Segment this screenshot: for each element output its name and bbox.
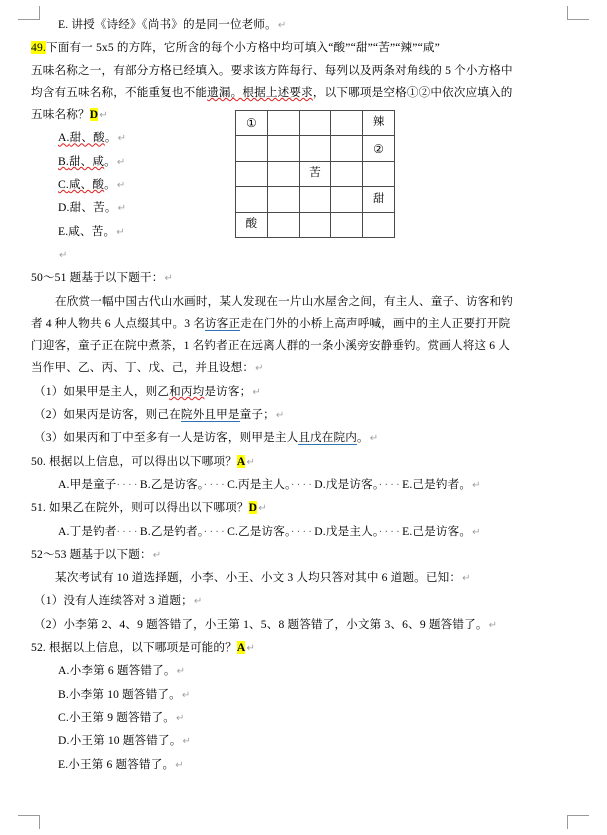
question-52-stem: 52. 根据以上信息，以下哪项是可能的？A↵	[31, 641, 255, 655]
paragraph-mark: ↵	[246, 456, 255, 468]
matrix-cell-r2c1	[236, 136, 268, 161]
matrix-cell-r1c1: ①	[236, 111, 268, 136]
matrix-cell-r3c5	[363, 161, 395, 186]
matrix-cell-r2c5: ②	[363, 136, 395, 161]
paragraph-mark: ↵	[472, 526, 481, 538]
q52-option-b-label: B.	[58, 687, 69, 701]
stem-50-51-line3: 门迎客，童子正在院中煮茶，1 名钓者正在远离人群的一条小溪旁安静垂钓。赏画人将这 6 人	[31, 339, 511, 353]
table-row	[236, 212, 395, 237]
question-50-stem: 50. 根据以上信息，可以得出以下哪项？A↵	[31, 454, 255, 468]
q50-option-e-text: 己是钓者。	[412, 477, 472, 491]
five-by-five-matrix-table	[235, 110, 395, 238]
paragraph-mark: ↵	[258, 503, 267, 515]
paragraph-mark: ↵	[462, 573, 471, 585]
matrix-cell-r1c5: 辣	[363, 111, 395, 136]
matrix-cell-r4c4	[331, 187, 363, 212]
matrix-cell-r1c3	[299, 111, 331, 136]
paragraph-mark: ↵	[116, 180, 126, 192]
q51-option-e-label: E.	[402, 524, 413, 538]
spellcheck-span-yilou: 遗漏。根据上述要求	[207, 85, 313, 99]
matrix-cell-r3c2	[267, 161, 299, 186]
question-50-answer-key: A	[236, 454, 246, 468]
q52-option-e	[31, 754, 579, 777]
q49-option-a: A.甜、酸。↵	[58, 131, 127, 145]
question-51-number: 51.	[31, 501, 46, 515]
paragraph-mark: ↵	[182, 736, 192, 748]
paragraph-mark: ↵	[252, 386, 261, 398]
q52-option-a	[31, 660, 579, 683]
question-49-number: 49.	[31, 41, 46, 55]
paragraph-mark: ↵	[116, 156, 126, 168]
paragraph-mark: ↵	[164, 273, 174, 285]
leader-dots: ····	[290, 526, 315, 538]
leader-dots: ····	[378, 479, 403, 491]
q49-option-a-body: A.甜、酸	[58, 131, 105, 145]
condition-2: （2）如果丙是访客，则己在院外且甲是童子；↵	[34, 408, 285, 422]
q50-option-e-label: E.	[402, 477, 413, 491]
q51-option-c-text: 乙是访客。	[238, 524, 291, 538]
matrix-body	[236, 111, 395, 238]
question-52-answer-key: A	[236, 641, 246, 655]
paragraph-mark: ↵	[99, 110, 108, 122]
matrix-cell-r5c5	[363, 212, 395, 237]
leader-dots: ····	[290, 479, 315, 491]
question-49-answer-key: D	[89, 108, 99, 122]
table-row	[236, 111, 395, 136]
paragraph-mark: ↵	[175, 759, 184, 771]
q52-option-c	[31, 707, 579, 730]
matrix-cell-r2c4	[331, 136, 363, 161]
paragraph-mark: ↵	[277, 20, 287, 31]
stem-50-51-line2: 者 4 种人物共 6 人点缀其中。3 名访客正走在门外的小桥上高声呼喊，画中的主人正要打开院	[31, 316, 511, 330]
matrix-cell-r5c2	[267, 212, 299, 237]
stem-50-51-line4: 当作甲、乙、丙、丁、戊、己，并且设想：↵	[31, 361, 264, 375]
q51-option-a-label: A.	[58, 524, 70, 538]
leader-dots: ····	[378, 526, 403, 538]
paragraph-mark: ↵	[246, 643, 255, 655]
crop-mark-bottom-left	[18, 815, 40, 829]
matrix-cell-r2c3	[299, 136, 331, 161]
stem-52-53-line1: 某次考试有 10 道选择题，小李、小王、小文 3 人均只答对其中 6 道题。已知：↵	[55, 571, 471, 585]
matrix-cell-r1c2	[267, 111, 299, 136]
paragraph-mark: ↵	[472, 479, 481, 491]
q50-option-d-label: D.	[314, 477, 326, 491]
spellcheck-span-hebing: 和丙均	[169, 384, 205, 398]
leader-dots: ····	[116, 526, 140, 538]
leader-dots: ····	[203, 479, 228, 491]
condition-3: （3）如果丙和丁中至多有一人是访客，则甲是主人且戊在院内。↵	[34, 431, 379, 445]
matrix-cell-r3c4	[331, 161, 363, 186]
question-51-answer-key: D	[248, 501, 258, 515]
paragraph-mark: ↵	[116, 226, 125, 238]
question-49-text-line1: 下面有一 5x5 的方阵，它所含的每个小方格中均可填入“酸”“甜”“苦”“辣”“咸”	[45, 41, 440, 55]
q51-option-b-text: 乙是钓者。	[150, 524, 204, 538]
question-52-number: 52.	[31, 641, 46, 655]
q50-option-d-text: 戊是访客。	[325, 477, 379, 491]
q49-option-c: C.咸、酸。↵	[58, 178, 126, 192]
matrix-cell-r5c4	[331, 212, 363, 237]
leader-dots: ····	[116, 479, 140, 491]
q52-option-a-label: A.	[58, 664, 70, 678]
q52-option-d	[31, 730, 579, 753]
q51-option-a-text: 丁是钓者	[69, 524, 117, 538]
matrix-cell-r4c1	[236, 187, 268, 212]
q52-option-b	[31, 684, 579, 707]
matrix-cell-r4c5: 甜	[363, 187, 395, 212]
paragraph-mark: ↵	[117, 133, 127, 145]
matrix-cell-r2c2	[267, 136, 299, 161]
table-row	[236, 136, 395, 161]
empty-paragraph	[31, 244, 579, 267]
q52-option-d-label: D.	[58, 734, 70, 748]
q50-option-c-text: 丙是主人。	[238, 477, 291, 491]
question-49-text-line3: 均含有五味名称，不能重复也不能遗漏。根据上述要求，以下哪项是空格①②中依次应填入的	[31, 85, 513, 99]
q51-options-row	[31, 521, 579, 544]
matrix-cell-r3c1	[236, 161, 268, 186]
q52-option-c-label: C.	[58, 710, 69, 724]
q49-option-c-body: C.咸、酸	[58, 178, 105, 192]
paragraph-mark: ↵	[152, 549, 162, 561]
q52-option-d-text: 小王第 10 题答错了。	[69, 734, 182, 748]
paragraph-mark: ↵	[193, 596, 203, 608]
paragraph-mark: ↵	[175, 712, 185, 724]
question-49-stem	[31, 37, 579, 59]
q52-option-a-text: 小李第 6 题答错了。	[69, 664, 176, 678]
q49-option-e-label: E.	[58, 224, 69, 238]
section-header-52-53: 52～53 题基于以下题：↵	[31, 547, 162, 561]
paragraph-mark: ↵	[176, 666, 186, 678]
condition-1: （1）如果甲是主人，则乙和丙均是访客；↵	[34, 384, 261, 398]
paragraph-mark: ↵	[255, 363, 264, 375]
stem-50-51-line1: 在欣赏一幅中国古代山水画时，某人发现在一片山水屋舍之间，有主人、童子、访客和钓	[55, 294, 514, 308]
q51-option-d-label: D.	[314, 524, 326, 538]
q51-option-d-text: 戊是主人。	[325, 524, 379, 538]
question-50-number: 50.	[31, 454, 46, 468]
grammar-underline-yuanwai: 院外且甲是	[180, 408, 240, 422]
table-row	[236, 187, 395, 212]
question-51-stem: 51. 如果乙在院外，则可以得出以下哪项？D↵	[31, 501, 267, 515]
table-row	[236, 161, 395, 186]
q50-option-a-label: A.	[58, 477, 70, 491]
matrix-cell-r4c2	[267, 187, 299, 212]
paragraph-mark: ↵	[181, 689, 191, 701]
paragraph-mark: ↵	[488, 619, 498, 631]
q52-option-b-text: 小李第 10 题答错了。	[68, 687, 181, 701]
question-49-text-line4: 五味名称？D↵	[31, 108, 108, 122]
crop-mark-bottom-right	[567, 815, 589, 829]
grammar-underline-fangke: 访客正	[205, 316, 241, 330]
q50-options-row	[31, 474, 579, 497]
q49-option-e: E.咸、苦。↵	[58, 224, 125, 238]
q52-option-e-text: 小王第 6 题答错了。	[68, 757, 175, 771]
q52-option-e-label: E.	[58, 757, 69, 771]
q49-option-e-text: 咸、苦	[68, 224, 104, 238]
section-header-50-51: 50～51 题基于以下题干：↵	[31, 271, 174, 285]
leader-dots: ····	[203, 526, 228, 538]
paragraph-mark: ↵	[275, 410, 285, 422]
q52-option-c-text: 小王第 9 题答错了。	[68, 710, 175, 724]
q49-option-b: B.甜、咸。↵	[58, 154, 126, 168]
q49-option-d: D.甜、苦。↵	[58, 201, 127, 215]
q50-option-a-text: 甲是童子	[69, 477, 117, 491]
matrix-cell-r5c3	[299, 212, 331, 237]
grammar-underline-wuzaiyuannei: 且戊在院内	[298, 431, 358, 445]
question-49-text-line2: 五味名称之一，有部分方格已经填入。要求该方阵每行、每列以及两条对角线的 5 个小方格中	[31, 63, 513, 77]
q50-option-c-label: C.	[227, 477, 239, 491]
q51-option-c-label: C.	[227, 524, 239, 538]
paragraph-mark: ↵	[59, 249, 68, 261]
condition-52-53-1: （1）没有人连续答对 3 道题；↵	[34, 594, 203, 608]
matrix-cell-r3c3: 苦	[299, 161, 331, 186]
q51-option-b-label: B.	[139, 524, 151, 538]
q49-option-d-text: 甜、苦	[69, 201, 105, 215]
previous-question-option-e: E. 讲授《诗经》《尚书》的是同一位老师。↵	[58, 18, 287, 31]
matrix-cell-r4c3	[299, 187, 331, 212]
q50-option-b-label: B.	[139, 477, 151, 491]
q50-option-b-text: 乙是访客。	[150, 477, 204, 491]
q51-option-e-text: 己是访客。	[412, 524, 472, 538]
matrix-cell-r5c1: 酸	[236, 212, 268, 237]
q49-option-b-body: B.甜、咸	[58, 154, 105, 168]
q49-option-d-label: D.	[58, 201, 70, 215]
matrix-cell-r1c4	[331, 111, 363, 136]
paragraph-mark: ↵	[117, 203, 127, 215]
condition-52-53-2: （2）小李第 2、4、9 题答错了，小王第 1、5、8 题答错了，小文第 3、6、9 题答错了。↵	[34, 617, 498, 631]
paragraph-mark: ↵	[369, 433, 379, 445]
